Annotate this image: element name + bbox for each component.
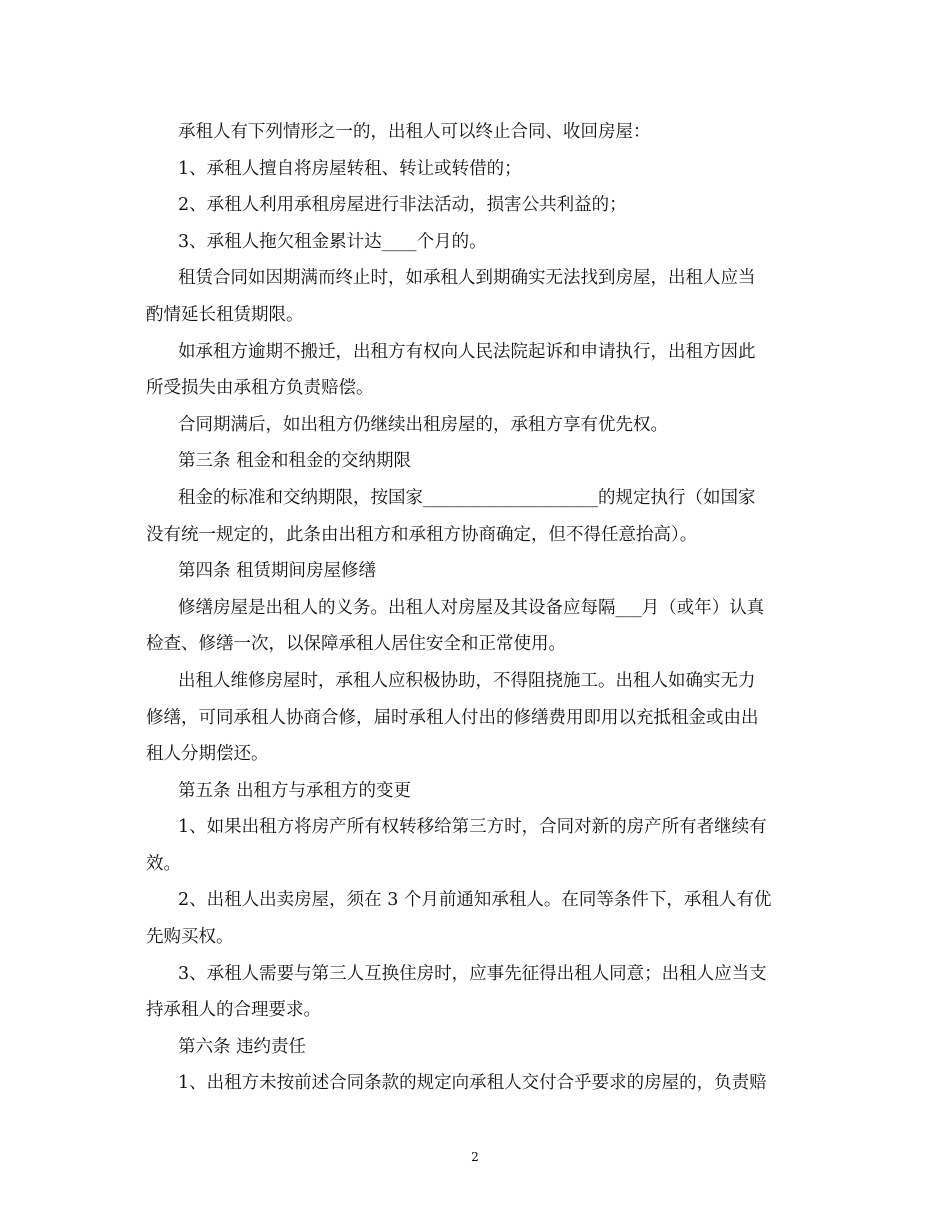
paragraph-continuation-line: 酌情延长租赁期限。 (146, 304, 304, 325)
paragraph-first-line: 2、承租人利用承租房屋进行非法活动，损害公共利益的； (178, 195, 627, 216)
paragraph-first-line: 租金的标准和交纳期限，按国家____________________的规定执行（如国家 (178, 487, 756, 508)
paragraph-continuation-line: 检查、修缮一次，以保障承租人居住安全和正常使用。 (146, 634, 566, 655)
paragraph (178, 187, 808, 224)
paragraph-first-line: 如承租方逾期不搬迁，出租方有权向人民法院起诉和申请执行，出租方因此 (178, 341, 756, 362)
paragraph (178, 407, 808, 444)
paragraph-continuation-line: 持承租人的合理要求。 (146, 1000, 321, 1021)
paragraph (178, 151, 808, 188)
paragraph-first-line: 修缮房屋是出租人的义务。出租人对房屋及其设备应每隔___月（或年）认真 (178, 597, 765, 618)
page-number: 2 (471, 1150, 479, 1164)
paragraph-continuation-line: 先购买权。 (146, 927, 234, 948)
paragraph (146, 590, 808, 663)
paragraph (146, 334, 808, 407)
paragraph-continuation-line: 没有统一规定的，此条由出租方和承租方协商确定，但不得任意抬高）。 (146, 524, 698, 545)
document-body (146, 114, 808, 1102)
paragraph-first-line: 1、承租人擅自将房屋转租、转让或转借的； (178, 158, 522, 179)
paragraph (146, 882, 808, 955)
paragraph-first-line: 3、承租人需要与第三人互换住房时，应事先征得出租人同意；出租人应当支 (178, 963, 767, 984)
paragraph (146, 663, 808, 773)
paragraph (178, 1029, 808, 1066)
paragraph-continuation-line: 效。 (146, 853, 181, 874)
paragraph (146, 809, 808, 882)
paragraph-first-line: 承租人有下列情形之一的，出租人可以终止合同、收回房屋： (178, 122, 651, 142)
paragraph-first-line: 2、出租人出卖房屋，须在 3 个月前通知承租人。在同等条件下，承租人有优 (178, 890, 772, 911)
paragraph-first-line: 第五条 出租方与承租方的变更 (178, 780, 412, 801)
paragraph-first-line: 合同期满后，如出租方仍继续出租房屋的，承租方享有优先权。 (178, 414, 668, 435)
paragraph-continuation-line: 修缮，可同承租人协商合修，届时承租人付出的修缮费用即用以充抵租金或由出 (146, 707, 759, 728)
paragraph-first-line: 第四条 租赁期间房屋修缮 (178, 561, 377, 582)
paragraph-first-line: 1、如果出租方将房产所有权转移给第三方时，合同对新的房产所有者继续有 (178, 817, 767, 838)
paragraph-continuation-line: 所受损失由承租方负责赔偿。 (146, 378, 374, 399)
paragraph (178, 443, 808, 480)
paragraph (178, 553, 808, 590)
paragraph (146, 956, 808, 1029)
paragraph (178, 1065, 808, 1102)
paragraph (146, 260, 808, 333)
paragraph-first-line: 出租人维修房屋时，承租人应积极协助，不得阻挠施工。出租人如确实无力 (178, 670, 756, 691)
paragraph (178, 773, 808, 810)
paragraph (178, 224, 808, 261)
paragraph-first-line: 3、承租人拖欠租金累计达____个月的。 (178, 231, 487, 252)
paragraph-first-line: 第六条 违约责任 (178, 1036, 307, 1057)
paragraph (178, 114, 808, 151)
paragraph-first-line: 1、出租方未按前述合同条款的规定向承租人交付合乎要求的房屋的，负责赔 (178, 1073, 767, 1094)
paragraph-continuation-line: 租人分期偿还。 (146, 744, 269, 765)
paragraph (146, 480, 808, 553)
paragraph-first-line: 第三条 租金和租金的交纳期限 (178, 451, 412, 472)
paragraph-first-line: 租赁合同如因期满而终止时，如承租人到期确实无法找到房屋，出租人应当 (178, 268, 756, 289)
